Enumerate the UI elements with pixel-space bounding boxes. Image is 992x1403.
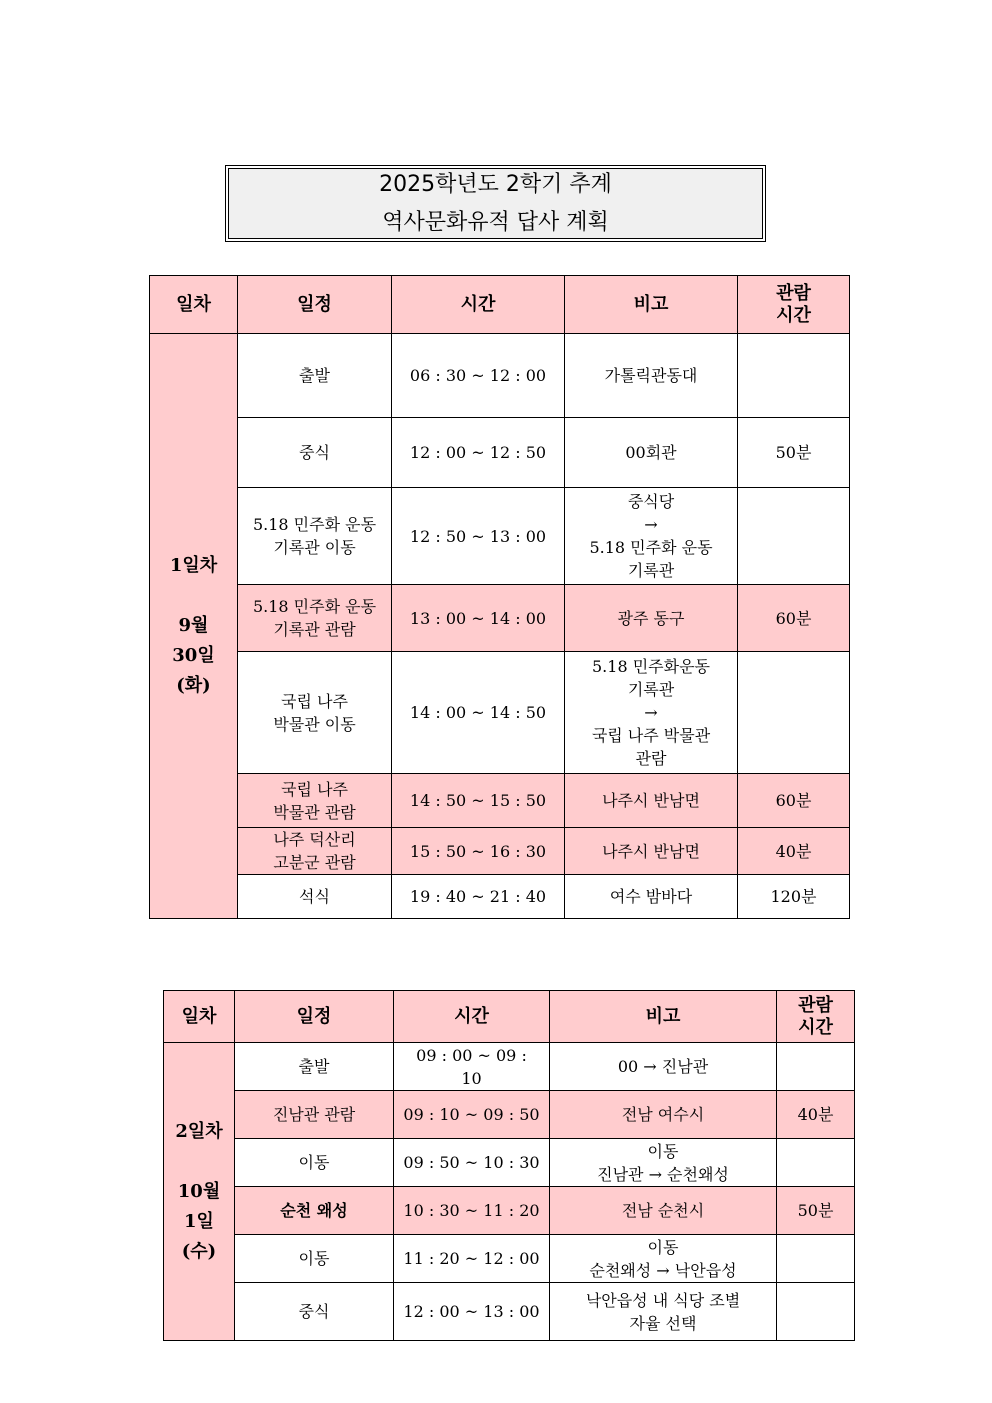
header-day: 일차 [164, 991, 235, 1043]
table-row [164, 1043, 855, 1091]
schedule-cell: 순천 왜성 [235, 1187, 394, 1235]
note-cell: 00 → 진남관 [550, 1043, 777, 1091]
schedule-cell: 5.18 민주화 운동 기록관 관람 [238, 585, 392, 652]
table-row [164, 1091, 855, 1139]
time-cell: 09 : 50 ~ 10 : 30 [394, 1139, 550, 1187]
table-row [164, 1235, 855, 1283]
table-row [150, 585, 850, 652]
duration-cell: 60분 [738, 774, 850, 828]
header-time: 시간 [392, 276, 565, 334]
time-cell: 14 : 00 ~ 14 : 50 [392, 652, 565, 774]
table-row [150, 652, 850, 774]
header-time: 시간 [394, 991, 550, 1043]
title-box [225, 165, 766, 242]
note-cell: 이동 순천왜성 → 낙안읍성 [550, 1235, 777, 1283]
note-cell: 광주 동구 [565, 585, 738, 652]
schedule-cell: 5.18 민주화 운동 기록관 이동 [238, 488, 392, 585]
duration-cell [777, 1043, 855, 1091]
time-cell: 10 : 30 ~ 11 : 20 [394, 1187, 550, 1235]
header-duration: 관람 시간 [777, 991, 855, 1043]
duration-cell [738, 652, 850, 774]
schedule-cell: 출발 [238, 334, 392, 418]
schedule-cell: 중식 [235, 1283, 394, 1341]
schedule-cell: 중식 [238, 418, 392, 488]
table-row [150, 488, 850, 585]
schedule-cell: 국립 나주 박물관 관람 [238, 774, 392, 828]
note-cell: 이동 진남관 → 순천왜성 [550, 1139, 777, 1187]
note-cell: 낙안읍성 내 식당 조별 자율 선택 [550, 1283, 777, 1341]
table-row [164, 1139, 855, 1187]
day2-schedule-table [163, 990, 855, 1341]
table-row [164, 1283, 855, 1341]
duration-cell: 50분 [777, 1187, 855, 1235]
duration-cell [777, 1235, 855, 1283]
header-schedule: 일정 [235, 991, 394, 1043]
time-cell: 12 : 00 ~ 12 : 50 [392, 418, 565, 488]
table-row [150, 334, 850, 418]
table-row [150, 418, 850, 488]
note-cell: 중식당 → 5.18 민주화 운동 기록관 [565, 488, 738, 585]
time-cell: 19 : 40 ~ 21 : 40 [392, 875, 565, 919]
duration-cell: 40분 [738, 828, 850, 875]
duration-cell: 50분 [738, 418, 850, 488]
header-note: 비고 [565, 276, 738, 334]
header-day: 일차 [150, 276, 238, 334]
time-cell: 12 : 50 ~ 13 : 00 [392, 488, 565, 585]
schedule-cell: 출발 [235, 1043, 394, 1091]
schedule-cell: 진남관 관람 [235, 1091, 394, 1139]
title-line-1: 2025학년도 2학기 추계 [379, 171, 612, 197]
header-schedule: 일정 [238, 276, 392, 334]
duration-cell [738, 334, 850, 418]
note-cell: 나주시 반남면 [565, 828, 738, 875]
time-cell: 09 : 00 ~ 09 : 10 [394, 1043, 550, 1091]
table-row [150, 828, 850, 875]
table-row [150, 774, 850, 828]
header-note: 비고 [550, 991, 777, 1043]
table-row [164, 1187, 855, 1235]
table-header-row [164, 991, 855, 1043]
note-cell: 5.18 민주화운동 기록관 → 국립 나주 박물관 관람 [565, 652, 738, 774]
day1-schedule-table [149, 275, 850, 919]
day1-label: 1일차 9월 30일 (화) [150, 334, 238, 919]
time-cell: 06 : 30 ~ 12 : 00 [392, 334, 565, 418]
time-cell: 14 : 50 ~ 15 : 50 [392, 774, 565, 828]
duration-cell: 120분 [738, 875, 850, 919]
title-line-2: 역사문화유적 답사 계획 [382, 209, 609, 235]
duration-cell [777, 1139, 855, 1187]
time-cell: 11 : 20 ~ 12 : 00 [394, 1235, 550, 1283]
schedule-cell: 국립 나주 박물관 이동 [238, 652, 392, 774]
note-cell: 전남 여수시 [550, 1091, 777, 1139]
schedule-cell: 석식 [238, 875, 392, 919]
note-cell: 나주시 반남면 [565, 774, 738, 828]
duration-cell: 40분 [777, 1091, 855, 1139]
schedule-cell: 이동 [235, 1235, 394, 1283]
note-cell: 전남 순천시 [550, 1187, 777, 1235]
note-cell: 00회관 [565, 418, 738, 488]
note-cell: 가톨릭관동대 [565, 334, 738, 418]
time-cell: 09 : 10 ~ 09 : 50 [394, 1091, 550, 1139]
note-cell: 여수 밤바다 [565, 875, 738, 919]
time-cell: 13 : 00 ~ 14 : 00 [392, 585, 565, 652]
duration-cell: 60분 [738, 585, 850, 652]
time-cell: 15 : 50 ~ 16 : 30 [392, 828, 565, 875]
schedule-cell: 이동 [235, 1139, 394, 1187]
duration-cell [738, 488, 850, 585]
header-duration: 관람 시간 [738, 276, 850, 334]
day2-label: 2일차 10월 1일 (수) [164, 1043, 235, 1341]
time-cell: 12 : 00 ~ 13 : 00 [394, 1283, 550, 1341]
table-header-row [150, 276, 850, 334]
schedule-cell: 나주 덕산리 고분군 관람 [238, 828, 392, 875]
table-row [150, 875, 850, 919]
title-inner [228, 168, 763, 239]
duration-cell [777, 1283, 855, 1341]
